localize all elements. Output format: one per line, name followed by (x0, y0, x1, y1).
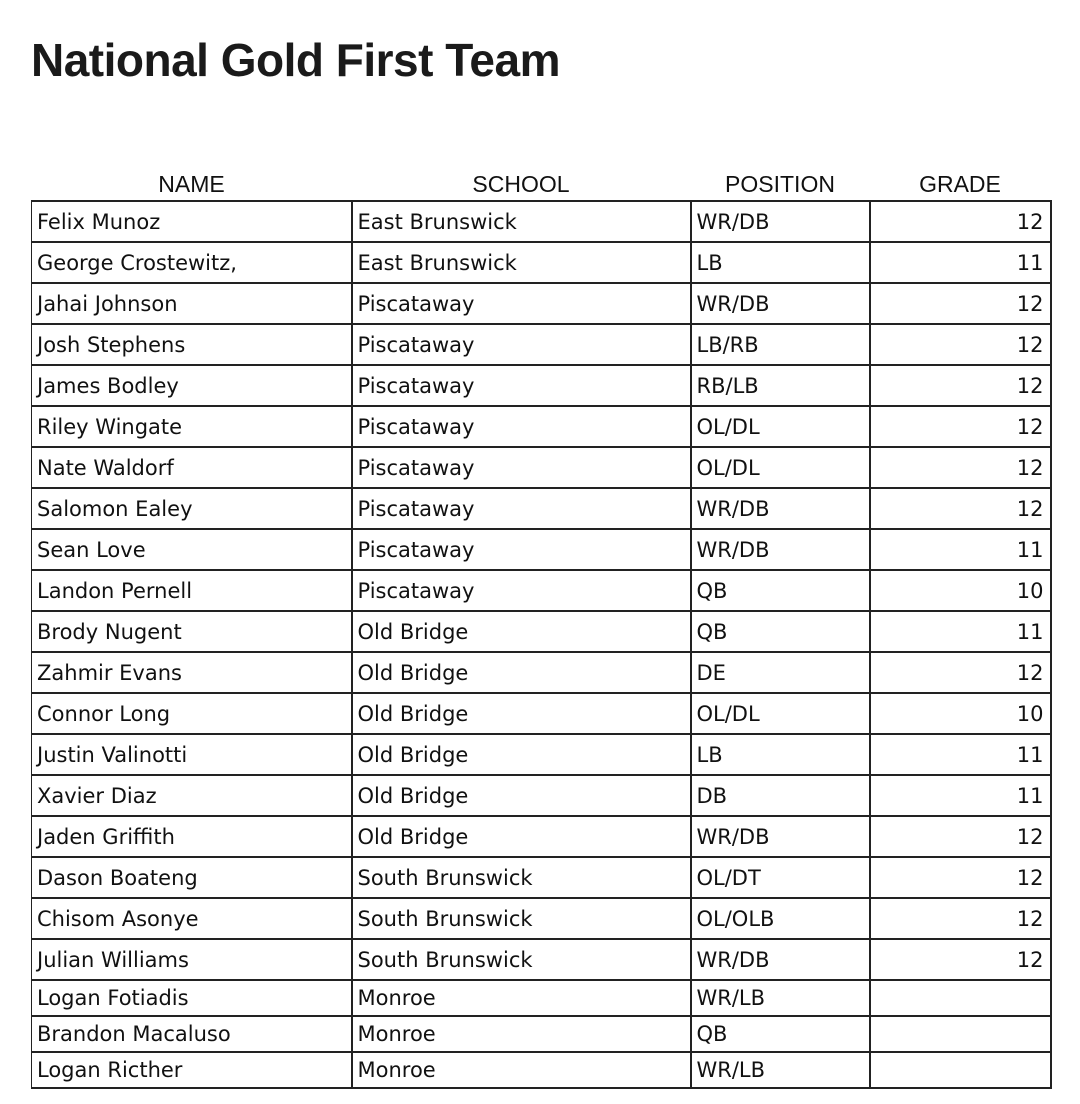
player-name: Zahmir Evans (32, 652, 352, 693)
player-position: WR/LB (691, 1052, 870, 1088)
player-position: RB/LB (691, 365, 870, 406)
player-school: East Brunswick (352, 242, 691, 283)
player-grade: 11 (870, 242, 1051, 283)
player-name: Jahai Johnson (32, 283, 352, 324)
player-name: James Bodley (32, 365, 352, 406)
table-row (32, 857, 1051, 898)
player-position: OL/DL (691, 447, 870, 488)
player-name: Nate Waldorf (32, 447, 352, 488)
player-grade (870, 1016, 1051, 1052)
player-position: WR/DB (691, 201, 870, 242)
column-header-position: POSITION (691, 160, 870, 201)
player-position: WR/DB (691, 816, 870, 857)
column-header-school: SCHOOL (352, 160, 691, 201)
player-grade: 12 (870, 447, 1051, 488)
player-school: Old Bridge (352, 775, 691, 816)
player-school: South Brunswick (352, 898, 691, 939)
player-name: Jaden Griffith (32, 816, 352, 857)
player-position: WR/DB (691, 488, 870, 529)
table-row (32, 447, 1051, 488)
player-school: Piscataway (352, 447, 691, 488)
player-grade: 12 (870, 652, 1051, 693)
player-school: Piscataway (352, 529, 691, 570)
player-grade: 12 (870, 201, 1051, 242)
player-school: Piscataway (352, 283, 691, 324)
table-row (32, 775, 1051, 816)
player-grade (870, 1052, 1051, 1088)
player-position: QB (691, 1016, 870, 1052)
player-name: Justin Valinotti (32, 734, 352, 775)
player-name: Riley Wingate (32, 406, 352, 447)
player-name: Julian Williams (32, 939, 352, 980)
table-row (32, 734, 1051, 775)
player-name: Salomon Ealey (32, 488, 352, 529)
table-row (32, 693, 1051, 734)
player-name: Brody Nugent (32, 611, 352, 652)
player-grade: 10 (870, 693, 1051, 734)
player-school: Monroe (352, 980, 691, 1016)
player-school: Piscataway (352, 570, 691, 611)
player-name: George Crostewitz, (32, 242, 352, 283)
player-position: OL/DL (691, 406, 870, 447)
player-grade: 12 (870, 488, 1051, 529)
player-position: OL/DL (691, 693, 870, 734)
player-name: Chisom Asonye (32, 898, 352, 939)
player-position: LB (691, 242, 870, 283)
player-name: Brandon Macaluso (32, 1016, 352, 1052)
player-name: Xavier Diaz (32, 775, 352, 816)
table-row (32, 939, 1051, 980)
player-name: Connor Long (32, 693, 352, 734)
player-position: DE (691, 652, 870, 693)
player-school: Old Bridge (352, 652, 691, 693)
player-name: Sean Love (32, 529, 352, 570)
player-school: East Brunswick (352, 201, 691, 242)
player-name: Felix Munoz (32, 201, 352, 242)
table-row (32, 201, 1051, 242)
player-grade: 12 (870, 939, 1051, 980)
player-position: DB (691, 775, 870, 816)
player-grade: 12 (870, 816, 1051, 857)
table-row (32, 365, 1051, 406)
player-position: WR/DB (691, 939, 870, 980)
player-school: Old Bridge (352, 693, 691, 734)
table-row (32, 488, 1051, 529)
player-position: QB (691, 611, 870, 652)
player-position: QB (691, 570, 870, 611)
table-row (32, 611, 1051, 652)
column-header-grade: GRADE (870, 160, 1051, 201)
column-header-name: NAME (32, 160, 352, 201)
player-school: Piscataway (352, 488, 691, 529)
table-row (32, 1052, 1051, 1088)
player-school: Monroe (352, 1052, 691, 1088)
player-position: LB (691, 734, 870, 775)
player-school: Monroe (352, 1016, 691, 1052)
player-position: WR/LB (691, 980, 870, 1016)
player-school: Piscataway (352, 324, 691, 365)
player-position: WR/DB (691, 283, 870, 324)
player-grade: 12 (870, 406, 1051, 447)
table-row (32, 324, 1051, 365)
player-school: Piscataway (352, 365, 691, 406)
player-school: Old Bridge (352, 611, 691, 652)
player-grade: 12 (870, 857, 1051, 898)
player-grade: 11 (870, 529, 1051, 570)
table-row (32, 898, 1051, 939)
player-school: Piscataway (352, 406, 691, 447)
player-grade: 11 (870, 775, 1051, 816)
player-name: Dason Boateng (32, 857, 352, 898)
player-position: OL/OLB (691, 898, 870, 939)
player-grade: 12 (870, 365, 1051, 406)
table-row (32, 570, 1051, 611)
table-row (32, 980, 1051, 1016)
header-row (32, 160, 1051, 201)
player-position: LB/RB (691, 324, 870, 365)
player-grade (870, 980, 1051, 1016)
table-row (32, 283, 1051, 324)
player-grade: 10 (870, 570, 1051, 611)
player-school: South Brunswick (352, 857, 691, 898)
player-name: Landon Pernell (32, 570, 352, 611)
player-position: OL/DT (691, 857, 870, 898)
roster-table (31, 160, 1052, 1089)
player-grade: 11 (870, 611, 1051, 652)
table-row (32, 242, 1051, 283)
player-name: Logan Fotiadis (32, 980, 352, 1016)
player-school: South Brunswick (352, 939, 691, 980)
player-grade: 12 (870, 898, 1051, 939)
table-row (32, 652, 1051, 693)
player-grade: 12 (870, 283, 1051, 324)
player-school: Old Bridge (352, 816, 691, 857)
player-grade: 11 (870, 734, 1051, 775)
player-school: Old Bridge (352, 734, 691, 775)
table-row (32, 529, 1051, 570)
player-name: Josh Stephens (32, 324, 352, 365)
player-position: WR/DB (691, 529, 870, 570)
player-grade: 12 (870, 324, 1051, 365)
table-row (32, 406, 1051, 447)
table-row (32, 1016, 1051, 1052)
player-name: Logan Ricther (32, 1052, 352, 1088)
page-title: National Gold First Team (31, 34, 560, 86)
table-row (32, 816, 1051, 857)
